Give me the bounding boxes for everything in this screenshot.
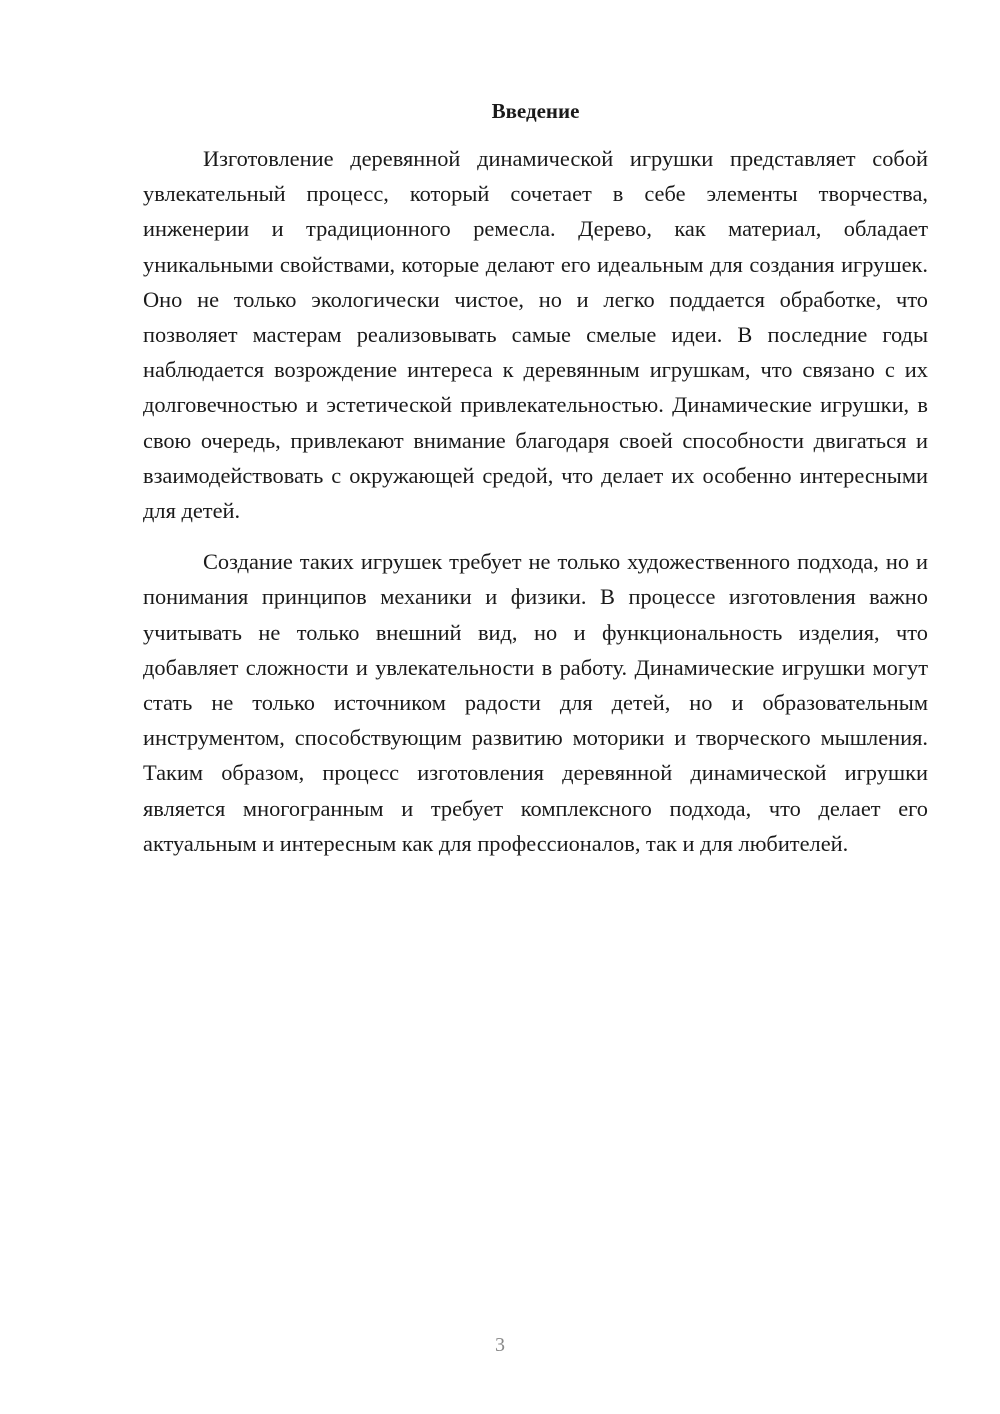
paragraph: Создание таких игрушек требует не только художественного подхода, но и понимания принципов механики и физики. В процессе изготовления важно учитывать не только внешний вид, но и функциональность изделия, что добавляет сложности и увлекательности в работу. Динамические игрушки могут стать не только источником радости для детей, но и образовательным инструментом, способствующим развитию моторики и творческого мышления. Таким образом, процесс изготовления деревянной динамической игрушки является многогранным и требует комплексного подхода, что делает его актуальным и интересным как для профессионалов, так и для любителей. xyxy=(143,549,928,856)
section-heading: Введение xyxy=(491,99,580,123)
page-content xyxy=(143,97,928,861)
paragraph: Изготовление деревянной динамической игрушки представляет собой увлекательный процесс, который сочетает в себе элементы творчества, инженерии и традиционного ремесла. Дерево, как материал, обладает уникальными свойствами, которые делают его идеальным для создания игрушек. Оно не только экологически чистое, но и легко поддается обработке, что позволяет мастерам реализовывать самые смелые идеи. В последние годы наблюдается возрождение интереса к деревянным игрушкам, что связано с их долговечностью и эстетической привлекательностью. Динамические игрушки, в свою очередь, привлекают внимание благодаря своей способности двигаться и взаимодействовать с окружающей средой, что делает их особенно интересными для детей. xyxy=(143,146,928,524)
page-number: 3 xyxy=(495,1334,505,1356)
